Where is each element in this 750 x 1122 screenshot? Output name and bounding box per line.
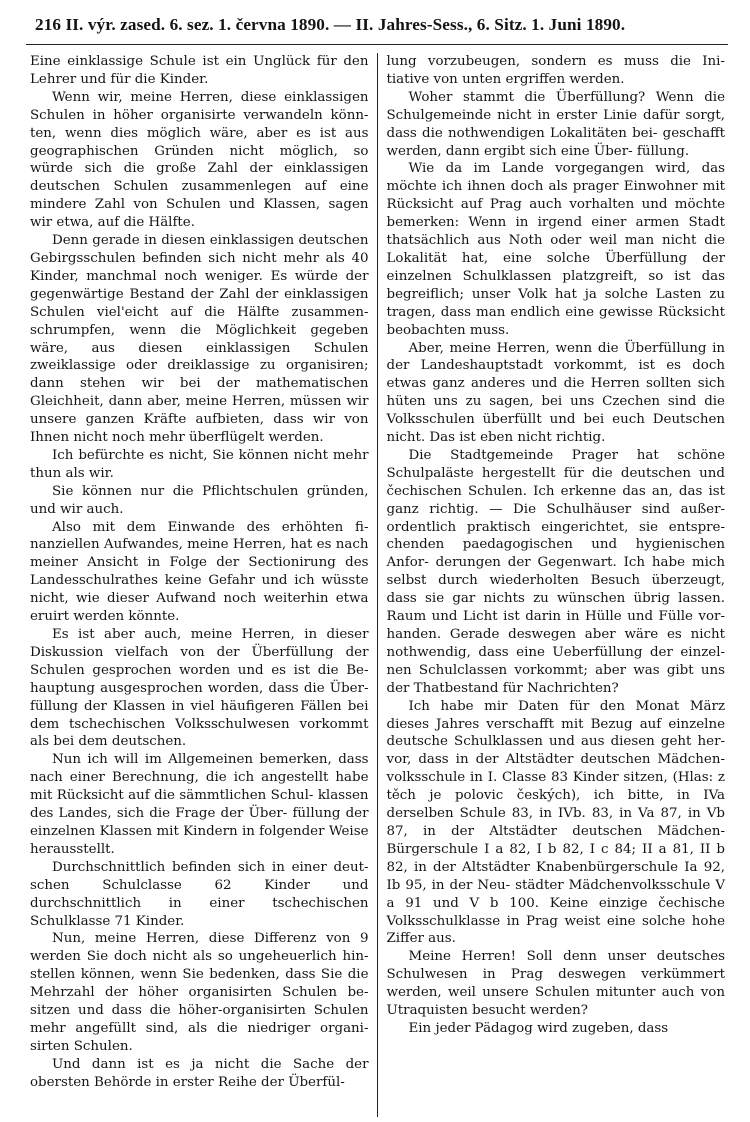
left-column [26,53,377,1117]
paragraph: Es ist aber auch, meine Herren, in dieser Diskussion vielfach von der Überfüllung der Schulen gesprochen worden und es ist die Be- hauptung ausgesprochen worden, dass die Über- füllung der Klassen in viel häufigeren Fällen bei dem tschechischen Volksschulwesen vorkommt als bei dem deutschen. [30,627,369,750]
running-head: 216 II. výr. zased. 6. sez. 1. června 1890. — II. Jahres-Sess., 6. Sitz. 1. Juni 1890. [35,15,626,34]
paragraph: Und dann ist es ja nicht die Sache der obersten Behörde in erster Reihe der Überfül- [30,1056,369,1090]
paragraph: Meine Herren! Soll denn unser deutsches Schulwesen in Prag deswegen verkümmert werden, weil unsere Schulen mitunter auch von Utraquisten besucht werden? [386,949,725,1019]
paragraph: Woher stammt die Überfüllung? Wenn die Schulgemeinde nicht in erster Linie dafür sorgt, dass die nothwendigen Lokalitäten bei- geschafft werden, dann ergibt sich eine Über- füllung. [386,89,725,159]
paragraph: Wenn wir, meine Herren, diese einklassigen Schulen in höher organisirte verwandeln könn- ten, wenn dies möglich wäre, aber es ist aus geographischen Gründen nicht möglich, so würde sich die große Zahl der einklassigen deutschen Schulen zusammenlegen auf eine mindere Zahl von Schulen und Klassen, sagen wir etwa, auf die Hälfte. [30,89,369,231]
paragraph: Sie können nur die Pflichtschulen gründen, und wir auch. [30,483,369,517]
two-column-body [26,53,728,1117]
paragraph: Ich befürchte es nicht, Sie können nicht mehr thun als wir. [30,447,369,481]
paragraph: Aber, meine Herren, wenn die Überfüllung in der Landeshauptstadt vorkommt, ist es doch etwas ganz anderes und die Herren sollten sich hüten uns zu sagen, bei uns Czechen sind die Volksschulen überfüllt und bei euch Deutschen nicht. Das ist eben nicht richtig. [386,340,725,446]
paragraph: Ich habe mir Daten für den Monat März dieses Jahres verschafft mit Bezug auf einzelne deutsche Schulklassen und aus diesen geht her- vor, dass in der Altstädter deutschen Mädchen- volksschule in I. Classe 83 Kinder sitzen, (Hlas: z těch je polovic českých), ich bitte, in IVa derselben Schule 83, in IVb. 83, in Va 87, in Vb 87, in der Altstädter deutschen Mädchen-Bürgerschule I a 82, I b 82, I c 84; II a 81, II b 82, in der Altstädter Knabenbürgerschule Ia 92, Ib 95, in der Neu- städter Mädchenvolksschule V a 91 und V b 100. Keine einzige čechische Volksschulklasse in Prag weist eine solche hohe Ziffer aus. [386,698,725,947]
paragraph: Durchschnittlich befinden sich in einer deut- schen Schulclasse 62 Kinder und durchschnittlich in einer tschechischen Schulklasse 71 Kinder. [30,859,369,929]
paragraph: Nun, meine Herren, diese Differenz von 9 werden Sie doch nicht als so ungeheuerlich hin- stellen können, wenn Sie bedenken, dass Sie die Mehrzahl der höher organisirten Schulen be- sitzen und dass die höher-organisirten Schulen mehr angefüllt sind, als die niedriger organi- sirten Schulen. [30,931,369,1054]
paragraph: Denn gerade in diesen einklassigen deutschen Gebirgsschulen befinden sich nicht mehr als 40 Kinder, manchmal noch weniger. Es würde der gegenwärtige Bestand der Zahl der einklassigen Schulen viel'eicht auf die Hälfte zusammen- schrumpfen, wenn die Möglichkeit gegeben wäre, aus diesen einklassigen Schulen zweiklassige oder dreiklassige zu organisiren; dann stehen wir bei der mathematischen Gleichheit, dann aber, meine Herren, müssen wir unsere ganzen Kräfte aufbieten, dass wir von Ihnen nicht noch mehr überflügelt werden. [30,233,369,446]
header-rule [26,44,728,45]
right-column [378,53,729,1117]
paragraph: lung vorzubeugen, sondern es muss die Ini- tiative von unten ergriffen werden. [386,54,725,87]
paragraph: Also mit dem Einwande des erhöhten fi- nanziellen Aufwandes, meine Herren, hat es nach meiner Ansicht in Folge der Sectionirung des Landesschulrathes keine Gefahr und ich wüsste nicht, wie dieser Aufwand noch weiterhin etwa eruirt werden könnte. [30,519,369,625]
paragraph: Die Stadtgemeinde Prager hat schöne Schulpaläste hergestellt für die deutschen und čechischen Schulen. Ich erkenne das an, das ist ganz richtig. — Die Schulhäuser sind außer- ordentlich praktisch eingerichtet, sie entspre- chenden paedagogischen und hygienischen Anfor- derungen der Gegenwart. Ich habe mich selbst durch wiederholten Besuch überzeugt, dass sie gar nichts zu wünschen übrig lassen. Raum und Licht ist darin in Hülle und Fülle vor- handen. Gerade deswegen aber wäre es nicht nothwendig, dass eine Ueberfüllung der einzel- nen Schulclassen vorkommt; aber was gibt uns der Thatbestand für Nachrichten? [386,447,725,696]
paragraph: Eine einklassige Schule ist ein Unglück für den Lehrer und für die Kinder. [30,54,369,87]
paragraph: Ein jeder Pädagog wird zugeben, dass [408,1020,669,1036]
paragraph: Wie da im Lande vorgegangen wird, das möchte ich ihnen doch als prager Einwohner mit Rücksicht auf Prag auch vorhalten und möchte bemerken: Wenn in irgend einer armen Stadt thatsächlich aus Noth oder weil man nicht die Lokalität hat, eine solche Überfüllung der einzelnen Schulklassen platzgreift, so ist das begreiflich; unser Volk hat ja solche Lasten zu tragen, dass man endlich eine gewisse Rücksicht beobachten muss. [386,161,725,338]
paragraph: Nun ich will im Allgemeinen bemerken, dass nach einer Berechnung, die ich angestellt habe mit Rücksicht auf die sämmtlichen Schul- klassen des Landes, sich die Frage der Über- füllung der einzelnen Klassen mit Kindern in folgender Weise herausstellt. [30,752,369,857]
